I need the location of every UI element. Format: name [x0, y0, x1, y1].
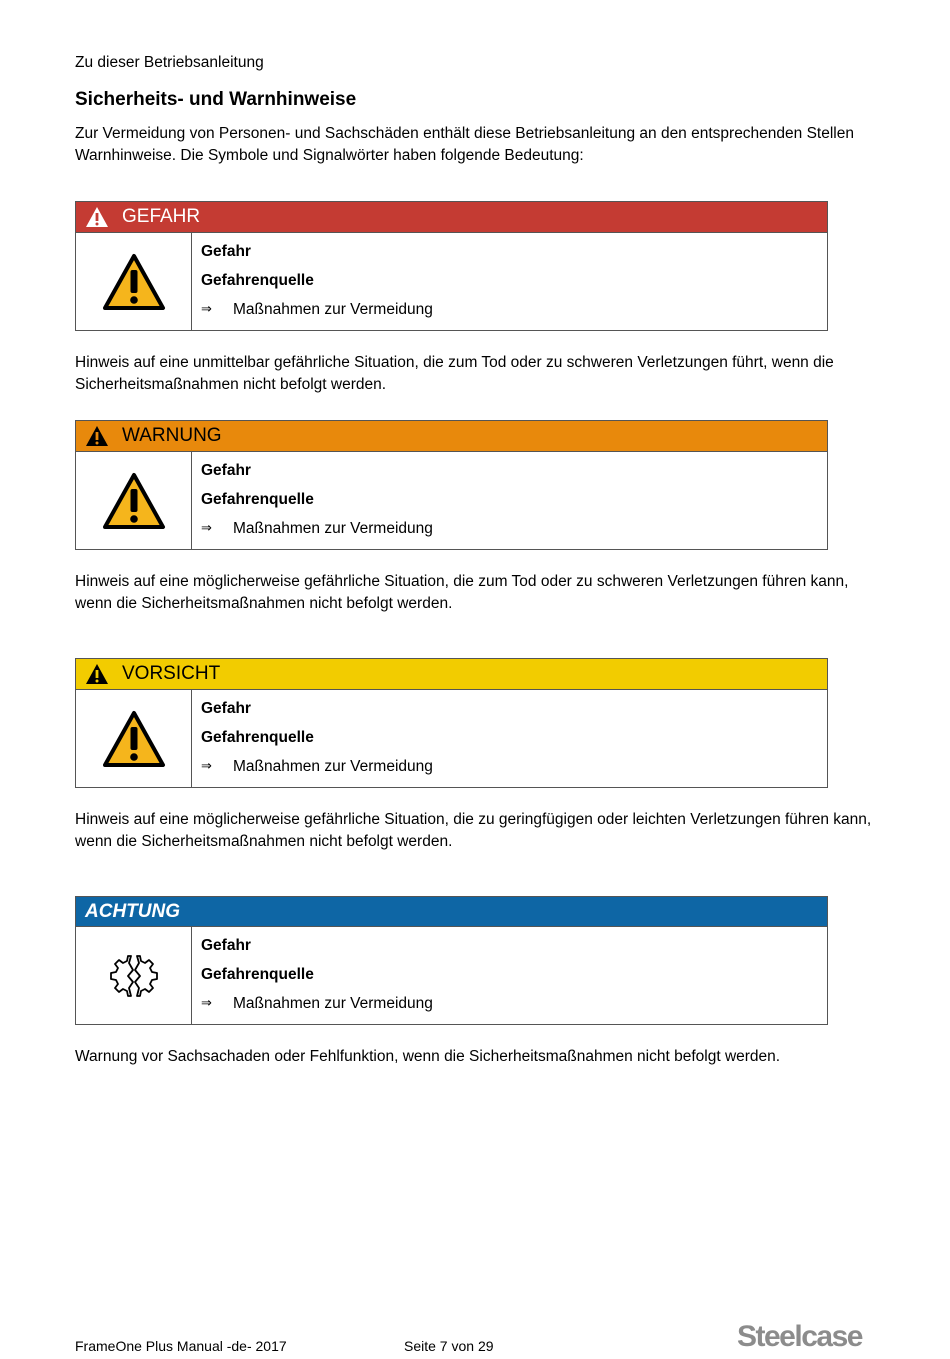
- signal-word: VORSICHT: [122, 663, 221, 684]
- warning-triangle-icon: [76, 452, 192, 549]
- arrow-icon: ⇒: [201, 759, 212, 774]
- hazard-label: Gefahr: [201, 462, 251, 479]
- steelcase-logo: Steelcase: [737, 1320, 862, 1353]
- warning-small-icon: [85, 663, 109, 685]
- measure-text: Maßnahmen zur Vermeidung: [233, 520, 433, 537]
- hazard-label: Gefahr: [201, 243, 251, 260]
- hazard-source-label: Gefahrenquelle: [201, 491, 314, 508]
- notice-description: Hinweis auf eine unmittelbar gefährliche Situation, die zum Tod oder zu schweren Verletzungen führt, wenn die Sicherheitsmaßnahmen nicht befolgt werden.: [75, 354, 834, 393]
- signal-word: GEFAHR: [122, 206, 201, 227]
- notice-description: Warnung vor Sachsachaden oder Fehlfunktion, wenn die Sicherheitsmaßnahmen nicht befolgt werden.: [75, 1048, 781, 1065]
- arrow-icon: ⇒: [201, 302, 212, 317]
- warning-small-icon: [85, 206, 109, 228]
- notice-achtung: [75, 896, 828, 1025]
- measure-item: [201, 300, 433, 324]
- notice-gefahr: [75, 201, 828, 331]
- hazard-label: Gefahr: [201, 937, 251, 954]
- running-header: Zu dieser Betriebsanleitung: [75, 54, 264, 71]
- measure-item: [201, 519, 433, 543]
- notice-description: Hinweis auf eine möglicherweise gefährliche Situation, die zu geringfügigen oder leichten Verletzungen führen kann, wenn die Sicherheitsmaßnahmen nicht befolgt werden.: [75, 811, 872, 850]
- hazard-source-label: Gefahrenquelle: [201, 729, 314, 746]
- warning-triangle-icon: [76, 690, 192, 787]
- measure-text: Maßnahmen zur Vermeidung: [233, 995, 433, 1012]
- signal-bar: [75, 896, 828, 927]
- notice-description: Hinweis auf eine möglicherweise gefährliche Situation, die zum Tod oder zu schweren Verletzungen führen kann, wenn die Sicherheitsmaßnahmen nicht befolgt werden.: [75, 573, 849, 612]
- footer-document-title: FrameOne Plus Manual -de- 2017: [75, 1338, 287, 1354]
- section-title: Sicherheits- und Warnhinweise: [75, 89, 357, 110]
- signal-word: WARNUNG: [122, 425, 222, 446]
- footer-page-number: Seite 7 von 29: [404, 1338, 494, 1354]
- intro-paragraph: Zur Vermeidung von Personen- und Sachschäden enthält diese Betriebsanleitung an den entsprechenden Stellen Warnhinweise. Die Symbole und Signalwörter haben folgende Bedeutung:: [75, 125, 854, 164]
- arrow-icon: ⇒: [201, 996, 212, 1011]
- measure-text: Maßnahmen zur Vermeidung: [233, 758, 433, 775]
- measure-text: Maßnahmen zur Vermeidung: [233, 301, 433, 318]
- hazard-source-label: Gefahrenquelle: [201, 272, 314, 289]
- signal-word: ACHTUNG: [85, 900, 180, 922]
- signal-bar: [75, 201, 828, 233]
- warning-triangle-icon: [76, 233, 192, 330]
- signal-bar: [75, 420, 828, 452]
- signal-bar: [75, 658, 828, 690]
- broken-gear-icon: [76, 927, 192, 1024]
- measure-item: [201, 994, 433, 1018]
- notice-warnung: [75, 420, 828, 550]
- measure-item: [201, 757, 433, 781]
- warning-small-icon: [85, 425, 109, 447]
- arrow-icon: ⇒: [201, 521, 212, 536]
- hazard-source-label: Gefahrenquelle: [201, 966, 314, 983]
- notice-vorsicht: [75, 658, 828, 788]
- hazard-label: Gefahr: [201, 700, 251, 717]
